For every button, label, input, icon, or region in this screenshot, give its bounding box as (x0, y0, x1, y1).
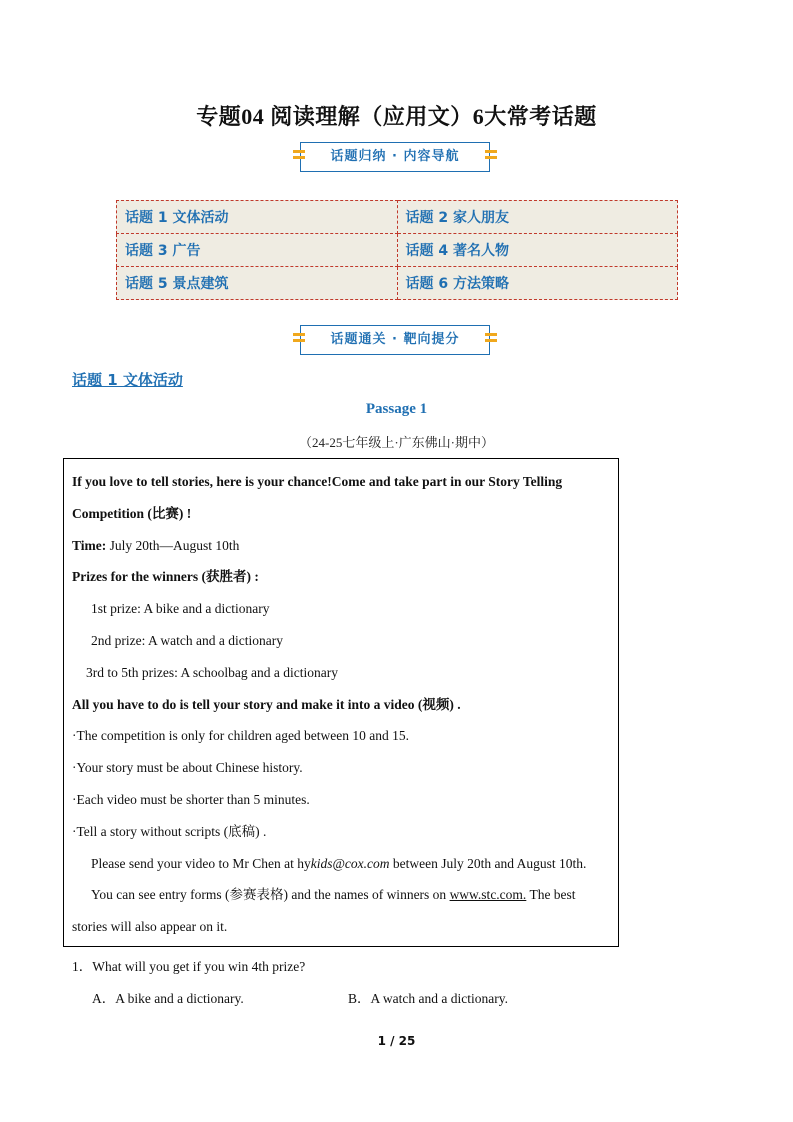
page-title: 专题04 阅读理解（应用文）6大常考话题 (196, 104, 597, 129)
send-line (72, 848, 610, 880)
prize-third-to-fifth: 3rd to 5th prizes: A schoolbag and a dictionary (86, 664, 338, 680)
toc-item-topic-3[interactable]: 话题 3 广告 (117, 234, 398, 267)
toc-item-topic-1[interactable]: 话题 1 文体活动 (117, 201, 398, 234)
rule-item: ·Tell a story without scripts (底稿) . (72, 823, 267, 839)
page-number: 1 / 25 (377, 1034, 416, 1048)
nav-banner (300, 142, 490, 172)
time-value: July 20th—August 10th (106, 537, 240, 553)
passage-box (63, 458, 619, 947)
passage-title: Passage 1 (365, 401, 428, 417)
rule-item: ·Your story must be about Chinese history. (72, 760, 303, 776)
prize-first: 1st prize: A bike and a dictionary (91, 601, 270, 617)
entry-text: You can see entry forms (参赛表格) and the names of winners on (91, 887, 450, 903)
task-line: All you have to do is tell your story and make it into a video (视频) . (72, 696, 461, 712)
entry-line (72, 879, 610, 911)
banner-decoration-icon (485, 150, 497, 164)
toc-item-topic-4[interactable]: 话题 4 著名人物 (397, 234, 678, 267)
question-stem: 1．What will you get if you win 4th prize? (72, 959, 306, 974)
banner-decoration-icon (485, 333, 497, 347)
topic-table (116, 200, 678, 300)
nav-banner-label: 话题归纳 · 内容导航 (330, 149, 460, 164)
send-text: Please send your video to Mr Chen at hy (91, 855, 311, 871)
intro-line-1: If you love to tell stories, here is your chance!Come and take part in our Story Telling (72, 474, 563, 489)
banner-decoration-icon (293, 150, 305, 164)
toc-item-topic-2[interactable]: 话题 2 家人朋友 (397, 201, 678, 234)
practice-banner-label: 话题通关 · 靶向提分 (330, 332, 460, 347)
website-link[interactable]: www.stc.com. (449, 887, 527, 903)
option-b[interactable]: B．A watch and a dictionary. (348, 991, 508, 1006)
banner-decoration-icon (293, 333, 305, 347)
entry-line-2: stories will also appear on it. (72, 919, 228, 935)
intro-line-2: Competition (比赛) ! (72, 505, 192, 521)
time-line (72, 530, 610, 562)
rule-item: ·The competition is only for children aged between 10 and 15. (72, 728, 410, 744)
email-address: kids@cox.com (310, 855, 390, 871)
send-text-end: between July 20th and August 10th. (389, 855, 587, 871)
practice-banner (300, 325, 490, 355)
toc-item-topic-6[interactable]: 话题 6 方法策略 (397, 267, 678, 300)
time-label: Time: (72, 537, 107, 553)
toc-item-topic-5[interactable]: 话题 5 景点建筑 (117, 267, 398, 300)
rule-item: ·Each video must be shorter than 5 minutes. (72, 791, 310, 807)
passage-source: （24-25七年级上·广东佛山·期中） (299, 435, 494, 450)
topic-heading-link[interactable]: 话题 1 文体活动 (72, 371, 183, 389)
prize-second: 2nd prize: A watch and a dictionary (91, 632, 283, 648)
option-a[interactable]: A．A bike and a dictionary. (92, 991, 244, 1006)
entry-text-end: The best (526, 887, 576, 903)
prizes-heading: Prizes for the winners (获胜者) : (72, 569, 259, 585)
